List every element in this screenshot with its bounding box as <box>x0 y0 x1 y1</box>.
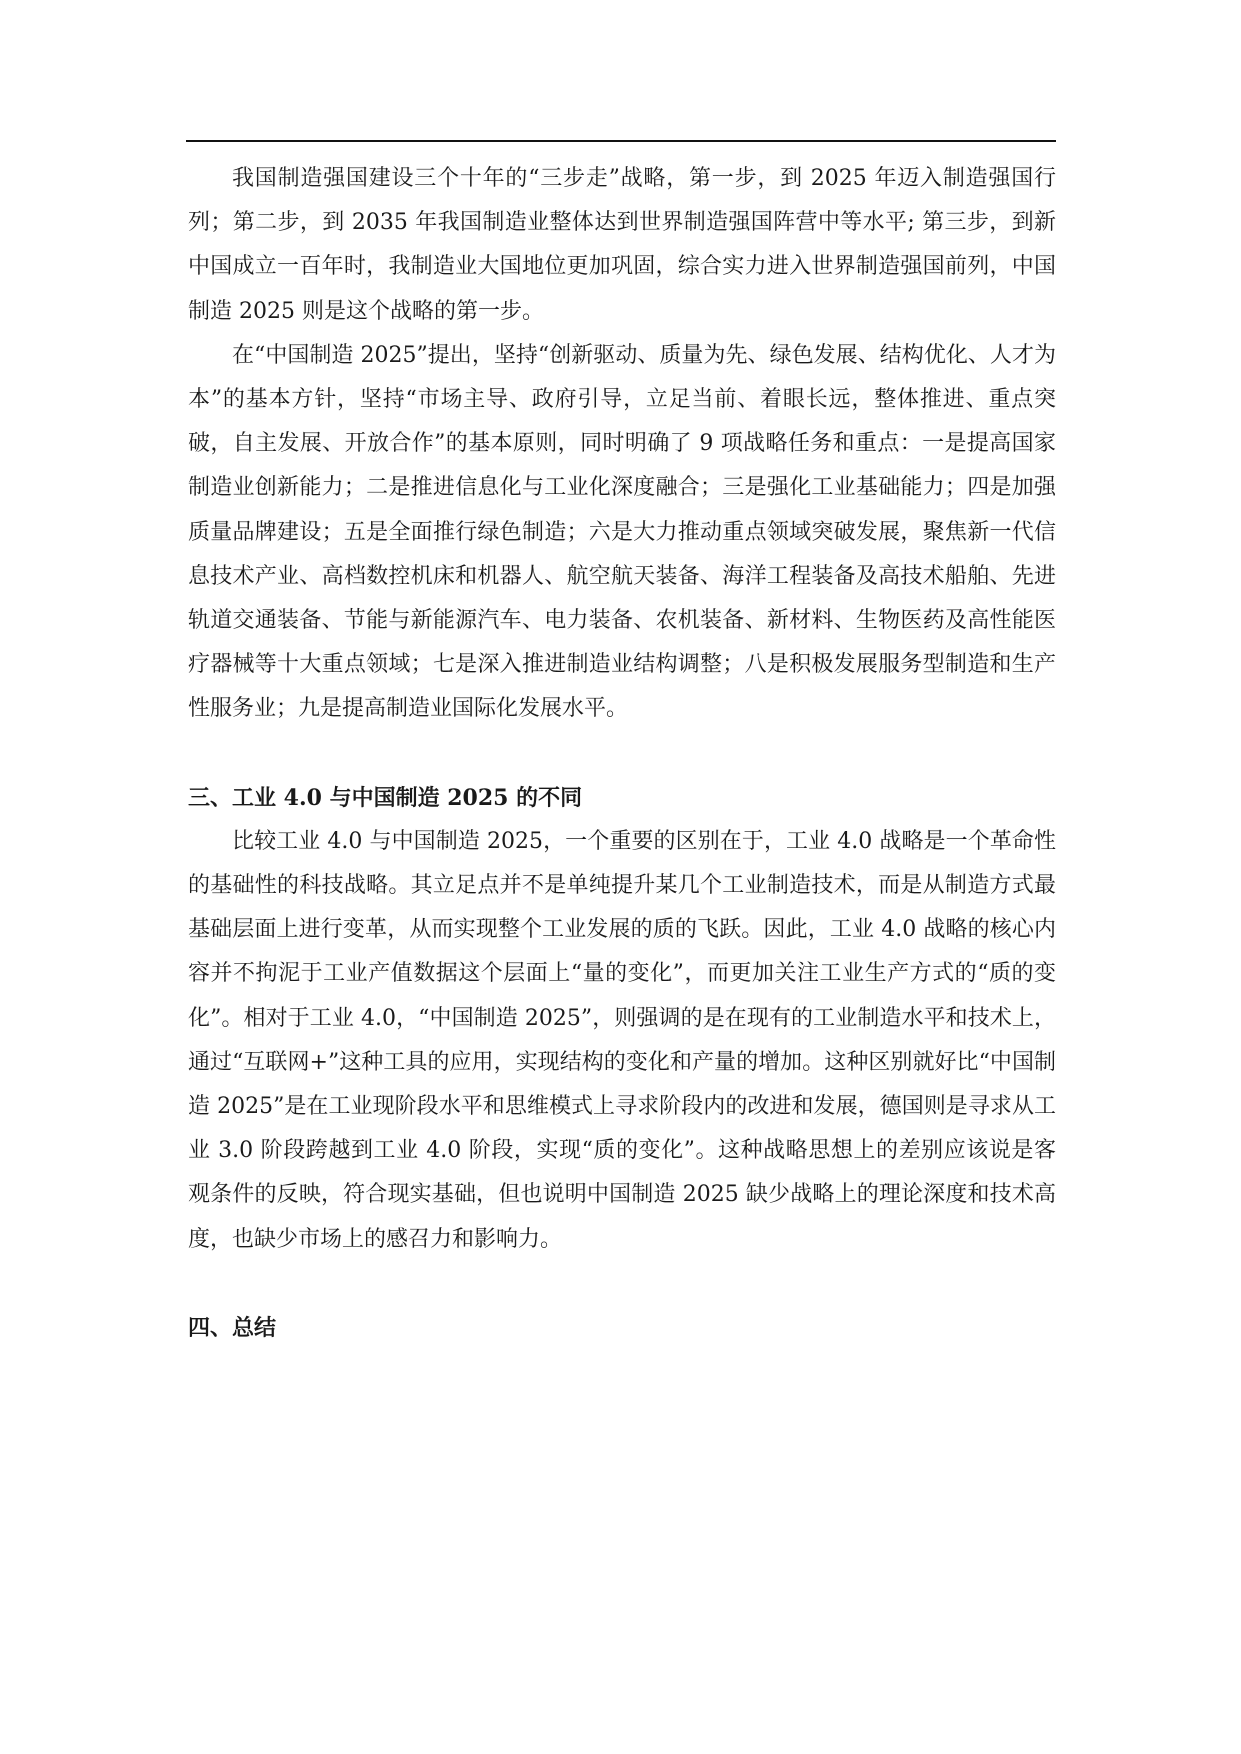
paragraph-three-step-strategy: 我国制造强国建设三个十年的“三步走”战略，第一步，到 2025 年迈入制造强国行列；第二步，到 2035 年我国制造业整体达到世界制造强国阵营中等水平; 第三步，到新中国成立一百年时，我制造业大国地位更加巩固，综合实力进入世界制造强国前列，中国制造 2025 则是这个战略的第一步。 <box>188 166 1056 324</box>
section-spacer <box>188 1262 1056 1306</box>
paragraph-made-in-china-2025-tasks: 在“中国制造 2025”提出，坚持“创新驱动、质量为先、绿色发展、结构优化、人才为本”的基本方针，坚持“市场主导、政府引导，立足当前、着眼长远，整体推进、重点突破，自主发展、开放合作”的基本原则，同时明确了 9 项战略任务和重点：一是提高国家制造业创新能力；二是推进信息化与工业化深度融合；三是强化工业基础能力；四是加强质量品牌建设；五是全面推行绿色制造；六是大力推动重点领域突破发展，聚焦新一代信息技术产业、高档数控机床和机器人、航空航天装备、海洋工程装备及高技术船舶、先进轨道交通装备、节能与新能源汽车、电力装备、农机装备、新材料、生物医药及高性能医疗器械等十大重点领域；七是深入推进制造业结构调整；八是积极发展服务型制造和生产性服务业；九是提高制造业国际化发展水平。 <box>188 342 1056 722</box>
section-heading-differences: 三、工业 4.0 与中国制造 2025 的不同 <box>188 784 583 811</box>
paragraph-comparison: 比较工业 4.0 与中国制造 2025，一个重要的区别在于，工业 4.0 战略是一个革命性的基础性的科技战略。其立足点并不是单纯提升某几个工业制造技术，而是从制造方式最基础层面上进行变革，从而实现整个工业发展的质的飞跃。因此，工业 4.0 战略的核心内容并不拘泥于工业产值数据这个层面上“量的变化”，而更加关注工业生产方式的“质的变化”。相对于工业 4.0，“中国制造 2025”，则强调的是在现有的工业制造水平和技术上，通过“互联网+”这种工具的应用，实现结构的变化和产量的增加。这种区别就好比“中国制造 2025”是在工业现阶段水平和思维模式上寻求阶段内的改进和发展，德国则是寻求从工业 3.0 阶段跨越到工业 4.0 阶段，实现“质的变化”。这种战略思想上的差别应该说是客观条件的反映，符合现实基础，但也说明中国制造 2025 缺少战略上的理论深度和技术高度，也缺少市场上的感召力和影响力。 <box>188 828 1056 1252</box>
header-rule <box>186 140 1056 142</box>
document-body <box>188 157 1056 1350</box>
section-heading-summary: 四、总结 <box>188 1314 277 1341</box>
section-spacer <box>188 732 1056 776</box>
